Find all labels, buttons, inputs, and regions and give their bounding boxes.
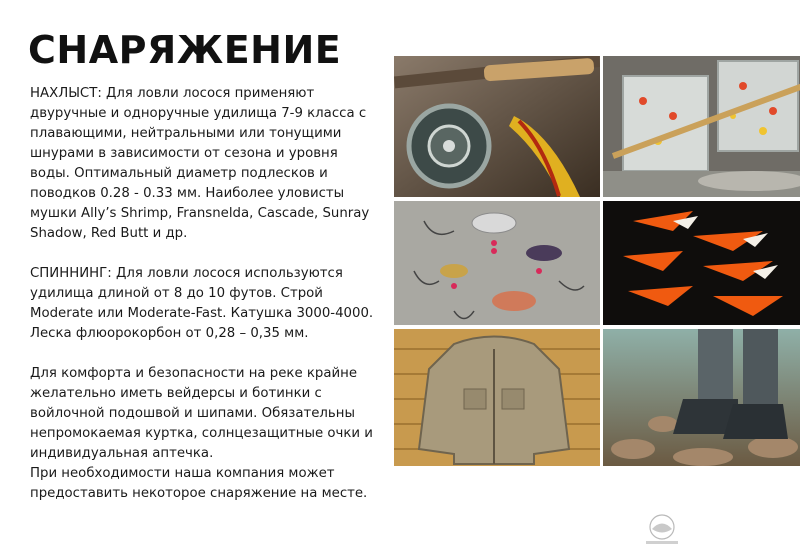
spinners-photo xyxy=(394,201,600,325)
fly-reel-photo xyxy=(394,56,600,197)
photo-grid xyxy=(394,56,800,467)
page-title: СНАРЯЖЕНИЕ xyxy=(28,28,342,72)
body-text xyxy=(30,84,380,504)
company-logo xyxy=(640,512,684,546)
wading-boots-photo xyxy=(603,329,800,466)
fly-fishing-paragraph: НАХЛЫСТ: Для ловли лосося применяют двуручные и одноручные удилища 7-9 класса с плавающими, нейтральными или тонущими шнурами в зависимости от сезона и уровня воды. Оптимальный диаметр подлесков и поводков 0.28 - 0.33 мм. Наиболее уловисты мушки Ally’s Shrimp, Fransnelda, Cascade, Sunray Shadow, Red Butt и др. xyxy=(30,86,370,241)
tackle-boxes-photo xyxy=(603,56,800,197)
spinning-paragraph: СПИННИНГ: Для ловли лосося используются удилища длиной от 8 до 10 футов. Строй Moderate или Moderate-Fast. Катушка 3000-4000. Леска флюорокорбон от 0,28 – 0,35 мм. xyxy=(30,266,374,341)
company-paragraph: При необходимости наша компания может предоставить некоторое снаряжение на месте. xyxy=(30,466,368,501)
comfort-paragraph: Для комфорта и безопасности на реке крайне желательно иметь вейдерсы и ботинки с войлочной подошвой и шипами. Обязательны непромокаемая куртка, солнцезащитные очки и индивидуальная аптечка. xyxy=(30,366,373,461)
jacket-photo xyxy=(394,329,600,466)
salmon-flies-photo xyxy=(603,201,800,325)
